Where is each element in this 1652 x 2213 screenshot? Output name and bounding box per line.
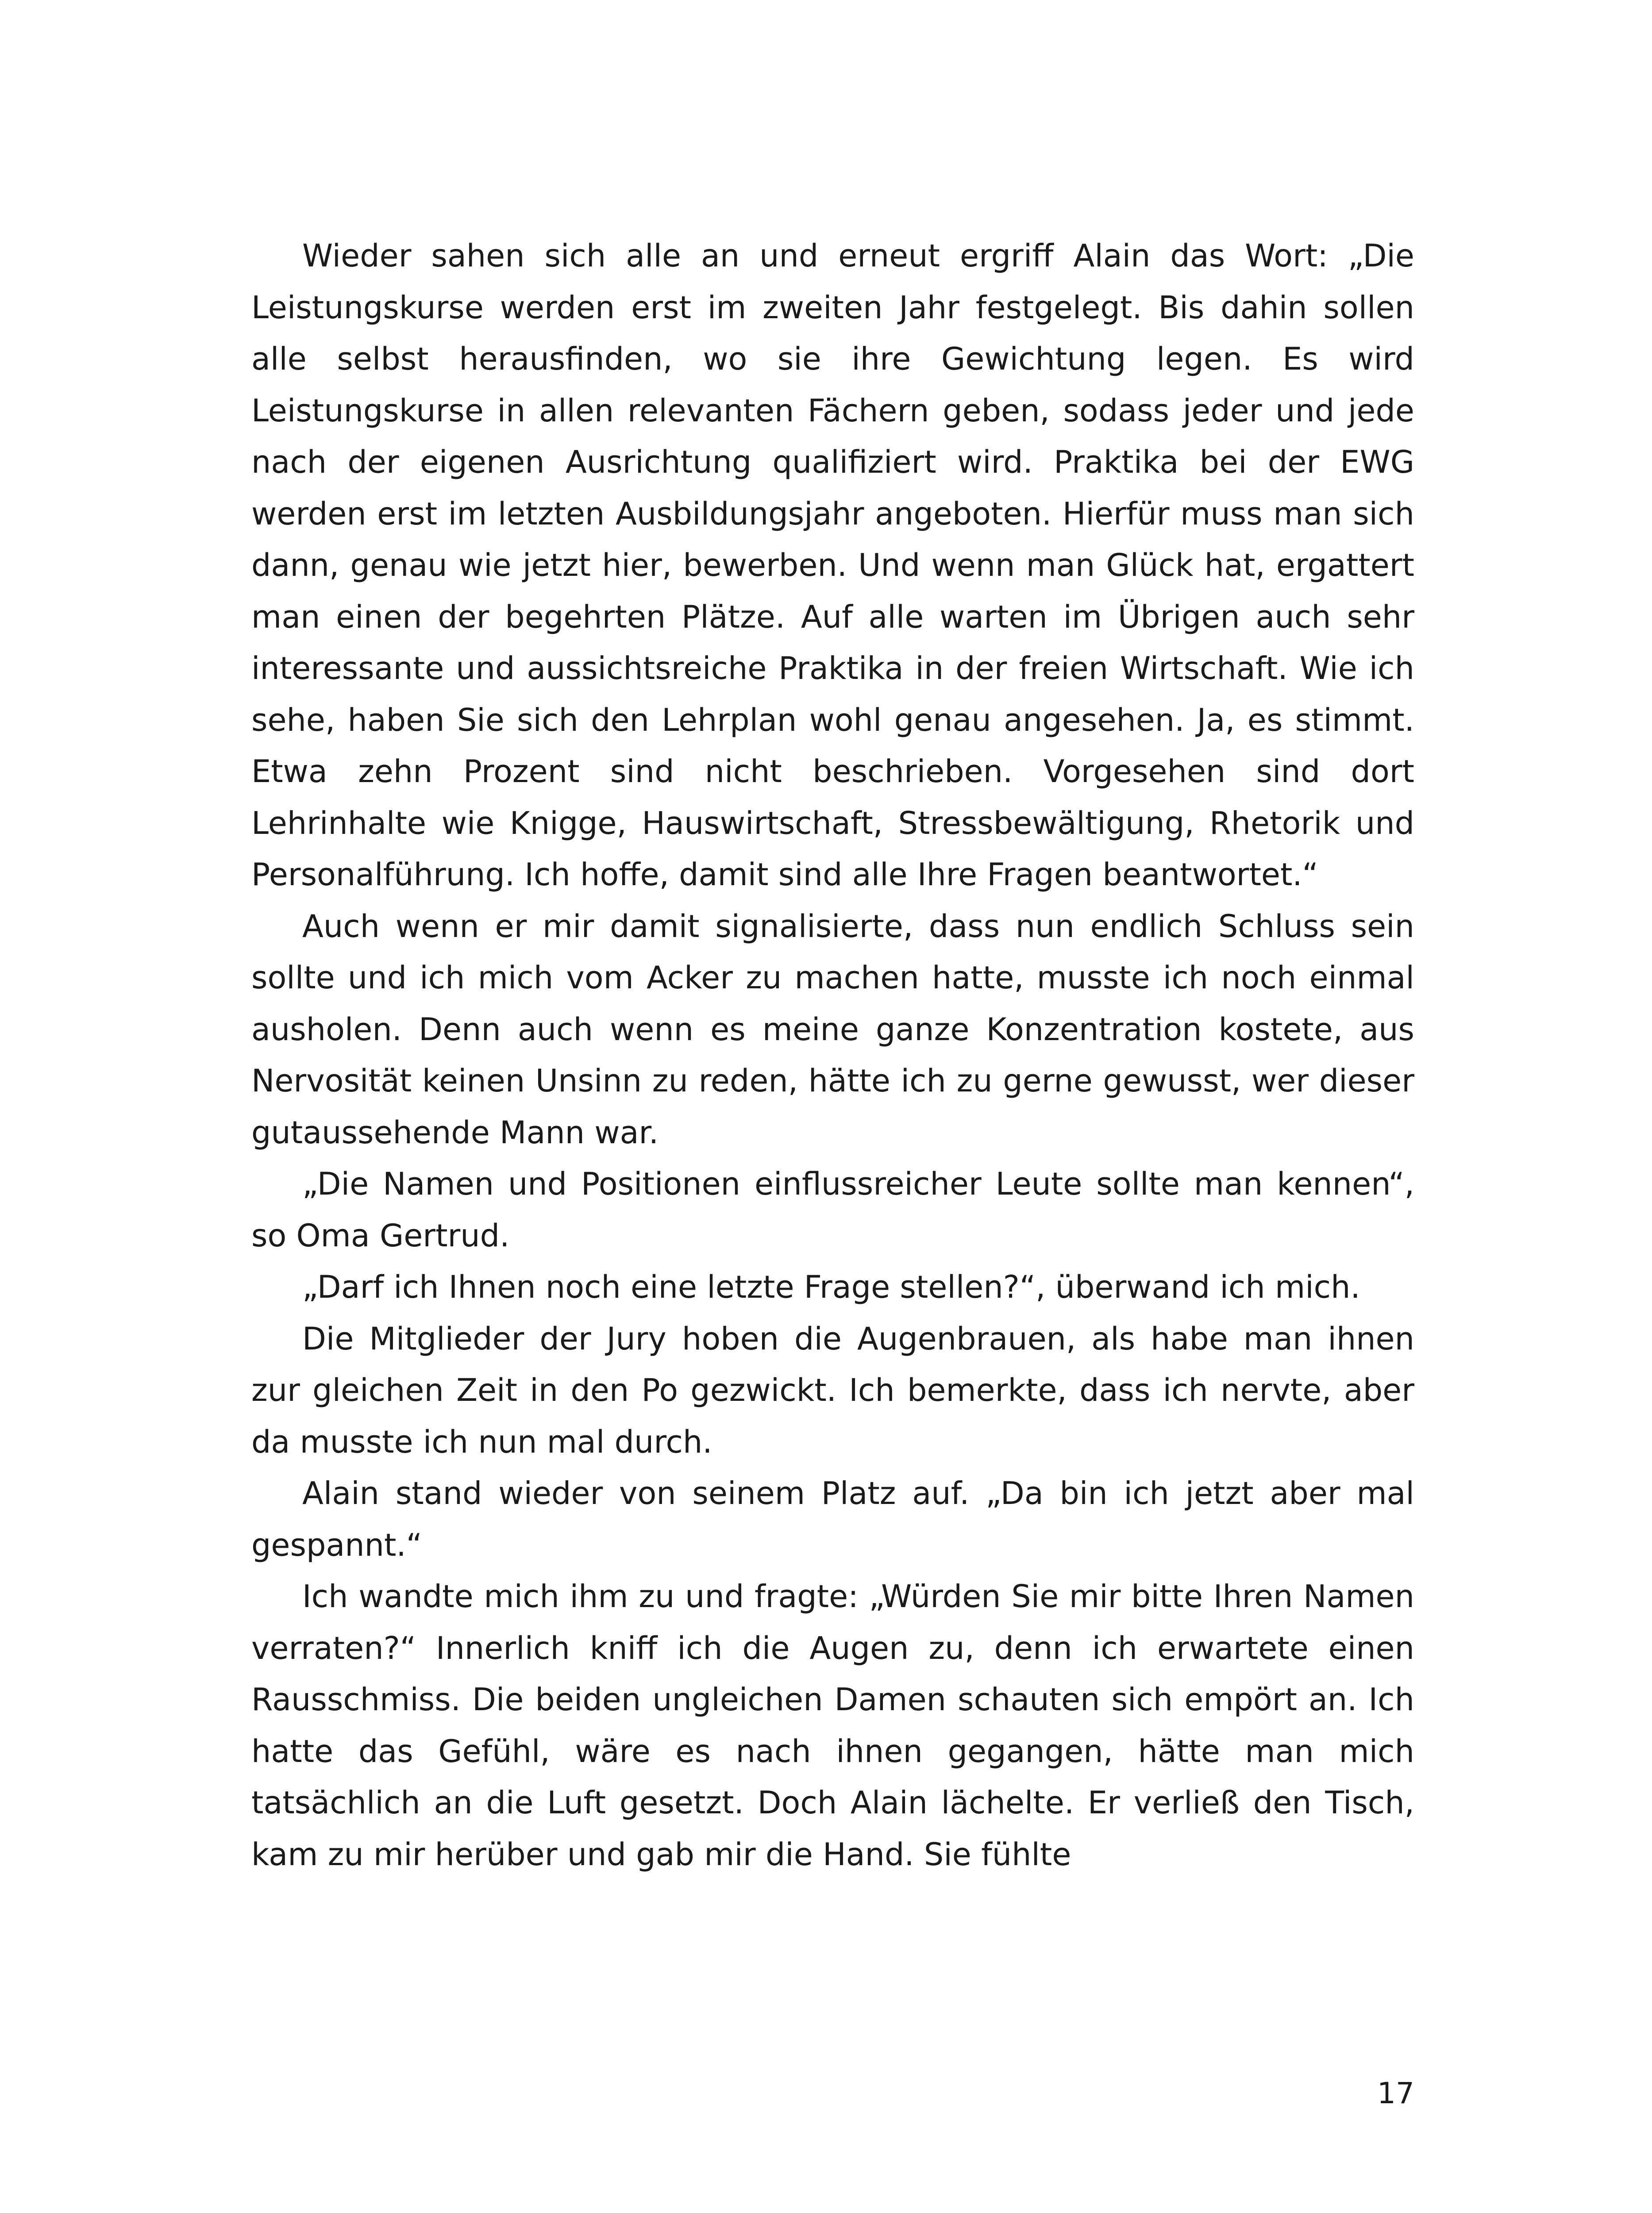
paragraph: „Darf ich Ihnen noch eine letzte Frage stellen?“, überwand ich mich.	[302, 1269, 1360, 1305]
paragraph: Wieder sahen sich alle an und erneut ergriff Alain das Wort: „Die Leistungskurse werden erst im zweiten Jahr festgelegt. Bis dahin sollen alle selbst herausfinden, wo sie ihre Gewichtung legen. Es wird Leistungskurse in allen relevanten Fächern geben, sodass jeder und jede nach der eigenen Ausrichtung qualifiziert wird. Praktika bei der EWG werden erst im letzten Ausbildungsjahr angeboten. Hierfür muss man sich dann, genau wie jetzt hier, bewerben. Und wenn man Glück hat, ergattert man einen der begehrten Plätze. Auf alle warten im Übrigen auch sehr interessante und aussichtsreiche Praktika in der freien Wirtschaft. Wie ich sehe, haben Sie sich den Lehrplan wohl genau angesehen. Ja, es stimmt. Etwa zehn Prozent sind nicht beschrieben. Vorgesehen sind dort Lehrinhalte wie Knigge, Hauswirtschaft, Stressbewältigung, Rhetorik und Personalführung. Ich hoffe, damit sind alle Ihre Fragen beantwortet.“	[251, 238, 1414, 893]
paragraph: Ich wandte mich ihm zu und fragte: „Würden Sie mir bitte Ihren Namen verraten?“ Innerlich kniff ich die Augen zu, denn ich erwartete einen Rausschmiss. Die beiden ungleichen Damen schauten sich empört an. Ich hatte das Gefühl, wäre es nach ihnen gegangen, hätte man mich tatsächlich an die Luft gesetzt. Doch Alain lächelte. Er verließ den Tisch, kam zu mir herüber und gab mir die Hand. Sie fühlte	[251, 1578, 1414, 1873]
body-text	[251, 230, 1414, 2001]
paragraph: Die Mitglieder der Jury hoben die Augenbrauen, als habe man ihnen zur gleichen Zeit in den Po gezwickt. Ich bemerkte, dass ich nervte, aber da musste ich nun mal durch.	[251, 1320, 1414, 1460]
paragraph: Auch wenn er mir damit signalisierte, dass nun endlich Schluss sein sollte und ich mich vom Acker zu machen hatte, musste ich noch einmal ausholen. Denn auch wenn es meine ganze Konzentration kostete, aus Nervosität keinen Unsinn zu reden, hätte ich zu gerne gewusst, wer dieser gutaussehende Mann war.	[251, 908, 1414, 1151]
paragraph: Alain stand wieder von seinem Platz auf. „Da bin ich jetzt aber mal gespannt.“	[251, 1475, 1414, 1563]
paragraph: „Die Namen und Positionen einflussreicher Leute sollte man kennen“, so Oma Gertrud.	[251, 1166, 1414, 1254]
page-number: 17	[1377, 2076, 1414, 2110]
